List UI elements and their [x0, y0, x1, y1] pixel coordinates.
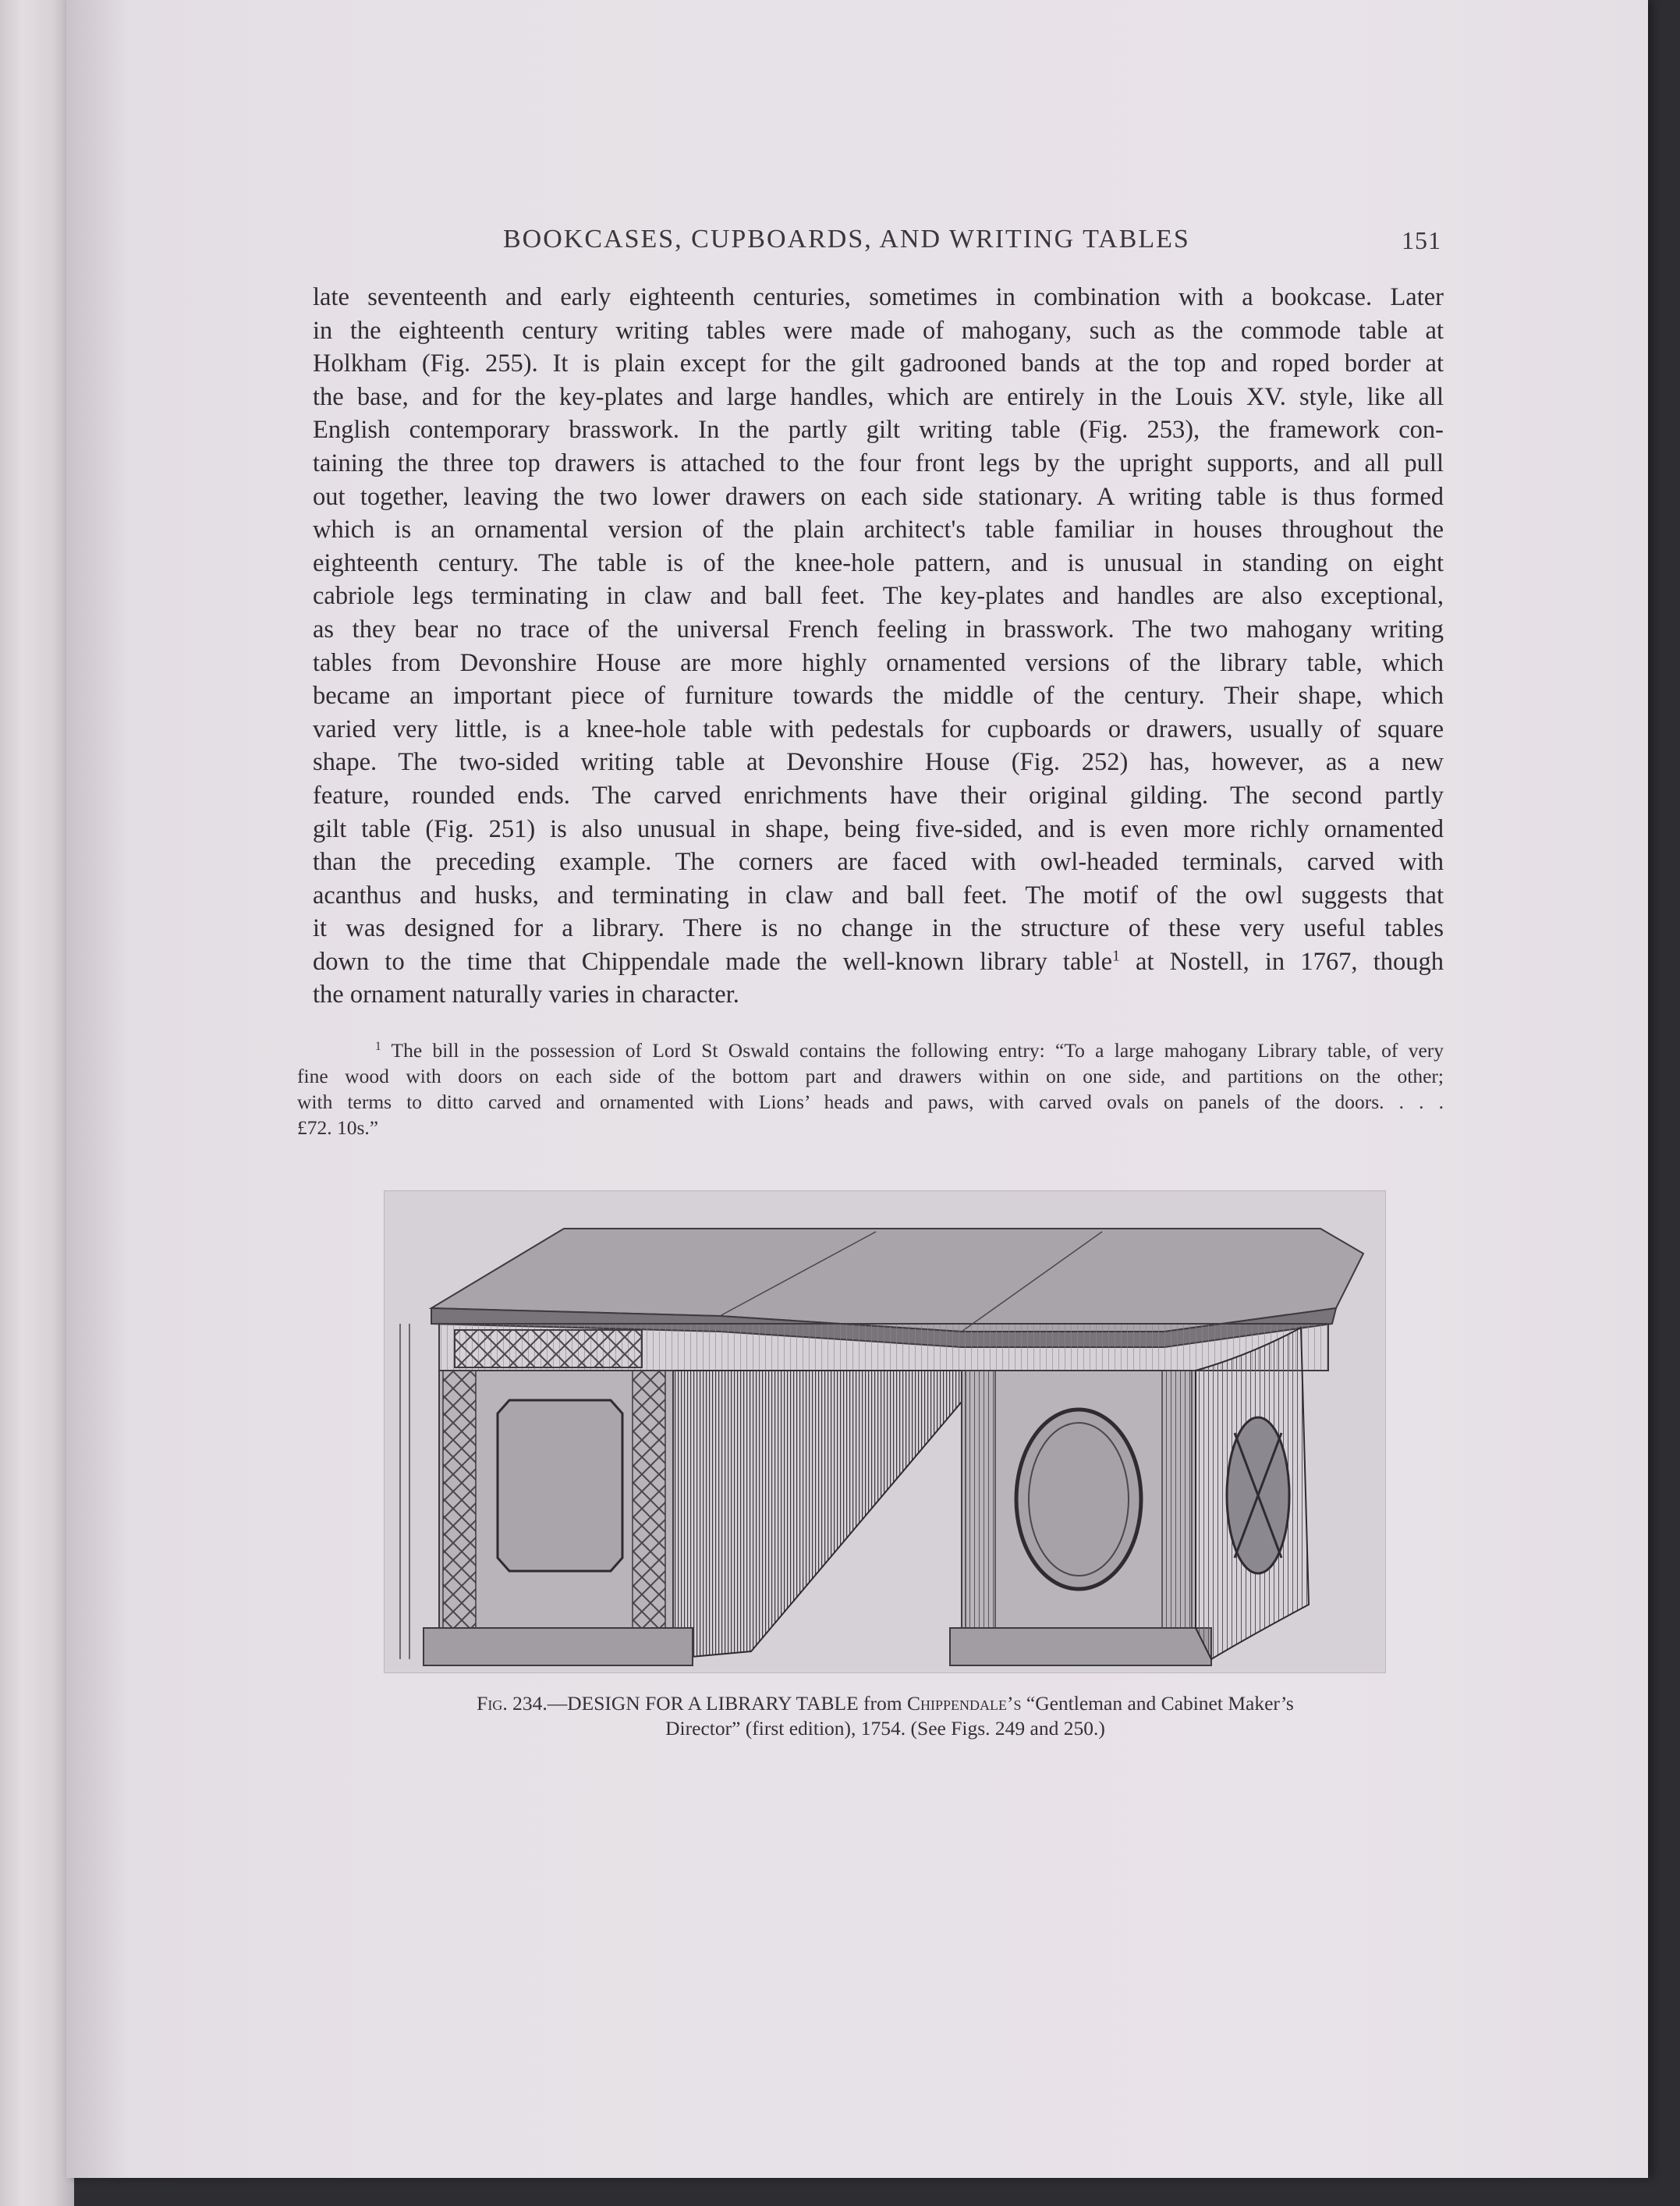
- footnote-line: £72. 10s.”: [297, 1116, 379, 1139]
- body-line: Holkham (Fig. 255). It is plain except for the gilt gadrooned bands at the top and roped border at: [313, 349, 1444, 378]
- body-line: cabriole legs terminating in claw and ball feet. The key-plates and handles are also exceptional,: [313, 582, 1444, 611]
- engraving-drawing: [385, 1191, 1385, 1672]
- body-line: late seventeenth and early eighteenth centuries, sometimes in combination with a bookcase. Later: [313, 283, 1444, 311]
- lattice-frieze: [455, 1330, 642, 1367]
- facing-page-edge: [0, 0, 74, 2206]
- body-line: which is an ornamental version of the plain architect's table familiar in houses throughout the: [313, 516, 1444, 544]
- body-line-end: at Nostell, in 1767, though: [1119, 947, 1444, 976]
- caption-rest: “Gentleman and Cabinet Maker’s: [1021, 1692, 1294, 1715]
- footnote-text: The bill in the possession of Lord St Oswald contains the following entry: “To a large mahogany Library table, of very: [391, 1039, 1444, 1062]
- book-page: [66, 0, 1648, 2178]
- caption-fig-number: Fig. 234.: [477, 1692, 548, 1715]
- body-line: became an important piece of furniture towards the middle of the century. Their shape, which: [313, 682, 1444, 711]
- body-line: varied very little, is a knee-hole table with pedestals for cupboards or drawers, usually of square: [313, 715, 1444, 743]
- panel-door: [498, 1400, 622, 1571]
- caption-from: from: [858, 1692, 907, 1715]
- footnote: [297, 1037, 1444, 1140]
- footnote-line: with terms to ditto carved and ornamented with Lions’ heads and paws, with carved ovals on panels of the doors. . . .: [297, 1091, 1444, 1113]
- body-line: acanthus and husks, and terminating in claw and ball feet. The motif of the owl suggests that: [313, 881, 1444, 910]
- caption-author: Chippendale’s: [906, 1692, 1022, 1715]
- library-table-engraving: [384, 1190, 1386, 1673]
- body-line: taining the three top drawers is attached to the four front legs by the upright supports, and all pull: [313, 449, 1444, 477]
- body-line: as they bear no trace of the universal French feeling in brasswork. The two mahogany writing: [313, 615, 1444, 644]
- figure-caption: [409, 1691, 1361, 1741]
- knee-hole: [665, 1371, 962, 1659]
- footnote-marker: 1: [375, 1039, 381, 1053]
- body-line: tables from Devonshire House are more highly ornamented versions of the library table, which: [313, 648, 1444, 677]
- plinth: [424, 1628, 693, 1665]
- body-line-start: down to the time that Chippendale made the well-known library table: [313, 947, 1113, 976]
- body-line: it was designed for a library. There is no change in the structure of these very useful tables: [313, 914, 1444, 943]
- caption-dash: —: [547, 1692, 568, 1715]
- caption-line-1: [409, 1691, 1361, 1716]
- body-line: gilt table (Fig. 251) is also unusual in shape, being five-sided, and is even more richly ornamented: [313, 814, 1444, 843]
- caption-line-2: Director” (first edition), 1754. (See Figs. 249 and 250.): [665, 1717, 1105, 1740]
- footnote-reference: 1: [1112, 948, 1120, 965]
- footnote-line: fine wood with doors on each side of the bottom part and drawers within on one side, and partitions on the other;: [297, 1065, 1444, 1087]
- body-line: than the preceding example. The corners are faced with owl-headed terminals, carved with: [313, 848, 1444, 877]
- body-line-with-footnote-ref: [313, 945, 1444, 979]
- body-text: [313, 281, 1444, 1012]
- body-line: English contemporary brasswork. In the partly gilt writing table (Fig. 253), the framework con-: [313, 416, 1444, 445]
- body-line: shape. The two-sided writing table at Devonshire House (Fig. 252) has, however, as a new: [313, 748, 1444, 777]
- body-line: eighteenth century. The table is of the knee-hole pattern, and is unusual in standing on eight: [313, 548, 1444, 577]
- body-line: the base, and for the key-plates and large handles, which are entirely in the Louis XV. style, like all: [313, 382, 1444, 411]
- oval-cartouche: [1016, 1410, 1141, 1589]
- caption-title: DESIGN FOR A LIBRARY TABLE: [567, 1692, 859, 1715]
- body-line: out together, leaving the two lower drawers on each side stationary. A writing table is thus formed: [313, 482, 1444, 511]
- body-line: feature, rounded ends. The carved enrichments have their original gilding. The second partly: [313, 781, 1444, 810]
- body-line: the ornament naturally varies in character.: [313, 981, 739, 1009]
- page-number: 151: [1402, 226, 1441, 254]
- footnote-line: [297, 1037, 1444, 1063]
- running-title: BOOKCASES, CUPBOARDS, AND WRITING TABLES: [503, 225, 1190, 254]
- body-line: in the eighteenth century writing tables were made of mahogany, such as the commode table at: [313, 316, 1444, 345]
